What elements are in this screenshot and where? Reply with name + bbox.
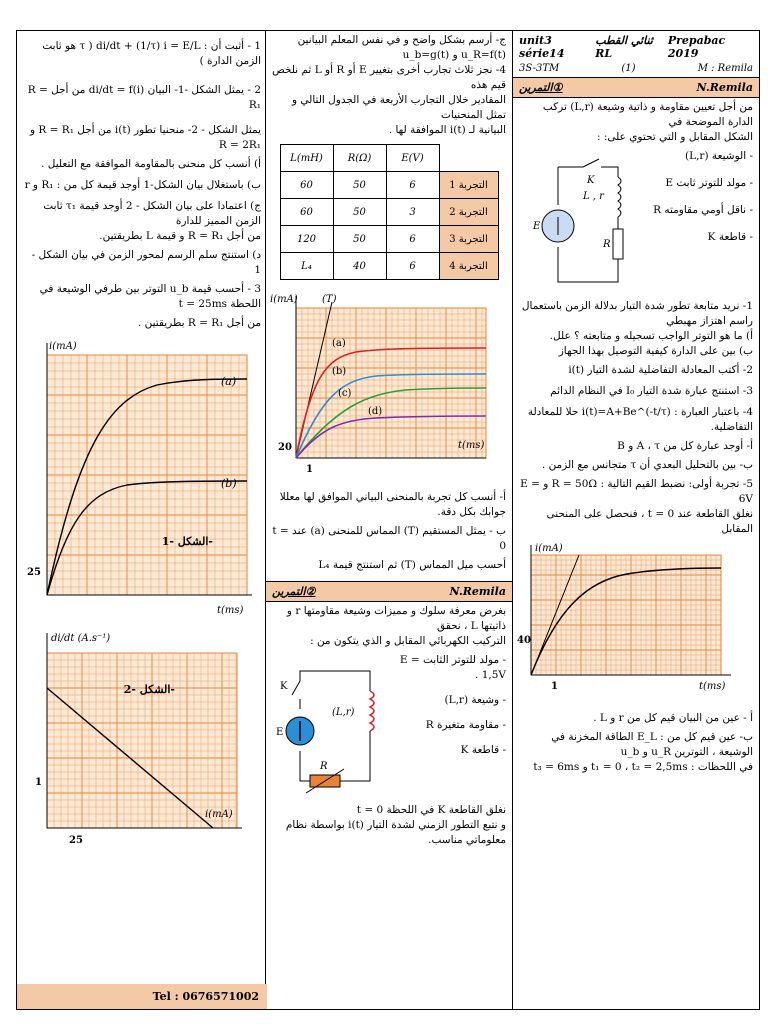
header-r: R(Ω) <box>333 145 386 172</box>
author-label: M : Remila <box>697 63 753 74</box>
figure1-graph <box>17 333 265 623</box>
exercise2-title: التمرين② <box>272 585 316 598</box>
middle-after <box>266 488 512 575</box>
table-header-row <box>280 145 498 172</box>
exercise2-circuit-block <box>266 651 512 801</box>
switch-k <box>292 681 300 695</box>
y-label: i(mA) <box>49 341 77 352</box>
component-item: - مولد للتوتر ثابت E <box>665 177 753 189</box>
component-item: - مولد للتوتر الثابت E = 1,5V . <box>399 654 506 681</box>
label-k: K <box>280 681 288 692</box>
label-lr: L , r <box>583 191 604 202</box>
empty-cell <box>439 145 498 172</box>
question-line: أحسب ميل المماس (T) ثم استنتج قيمة L₄ <box>318 559 506 571</box>
figure1-label: الشكل -1- <box>161 535 213 548</box>
wire <box>558 247 618 282</box>
y-label: i(mA) <box>535 543 563 554</box>
x-tick: 25 <box>69 835 83 846</box>
header-row-2 <box>513 63 759 78</box>
component-list <box>637 147 759 247</box>
text-line: 4- نجز ثلاث تجارب أخرى بتغيير E أو R أو L ثم نلخص قيم هذه <box>272 64 506 91</box>
question-line: في اللحظات : t₁ = 0 ، t₂ = 2,5ms و t₃ = 6ms <box>533 761 753 773</box>
label-k: K <box>587 175 595 186</box>
middle-column <box>265 31 512 1009</box>
question-line: 2- أكتب المعادلة التفاضلية لشدة التيار i(t) <box>568 364 753 376</box>
figure2-label: الشكل -2- <box>123 683 175 696</box>
graph-paper <box>296 308 486 458</box>
exercise1-after <box>513 709 759 777</box>
coil <box>370 691 374 731</box>
coil <box>618 177 621 217</box>
exercise2-title-bar <box>266 581 512 602</box>
y-tick: 40 <box>517 635 531 646</box>
exercise1-intro <box>513 98 759 147</box>
graph-paper <box>47 653 237 828</box>
table-row: 60 50 3 التجربة 2 <box>280 199 498 226</box>
header-e: E(V) <box>386 145 439 172</box>
unit-label: unit3 série14 <box>519 34 565 60</box>
experiments-table <box>280 144 499 280</box>
exercise1-title: التمرين① <box>519 81 563 94</box>
label-lr: (L,r) <box>332 707 355 718</box>
question-line: أ) ما هو التوتر الواجب تسجيله و متابعته ؟ علل. <box>549 330 753 342</box>
question-line: نغلق القاطعة عند t = 0 ، فنحصل على المنحنى المقابل <box>546 508 753 535</box>
component-item: - وشيعة (L,r) <box>444 694 506 706</box>
y-label: di/dt (A.s⁻¹) <box>51 633 111 644</box>
table-row: 60 50 6 التجربة 1 <box>280 172 498 199</box>
question-line: 1- نريد متابعة تطور شدة التيار بدلالة الزمن باستعمال راسم اهتزاز مهبطي <box>521 300 753 327</box>
table-row: 120 50 6 التجربة 3 <box>280 226 498 253</box>
label-e: E <box>276 727 284 738</box>
class-label: 3S-3TM <box>519 63 560 74</box>
right-column <box>512 31 759 1009</box>
question-line: د) استنتج سلم الرسم لمحور الزمن في بيان الشكل - 1 <box>31 249 261 276</box>
question-line: ب - يمثل المستقيم (T) المماس للمنحنى (a) عند t = 0 <box>272 525 506 552</box>
intro-line: التركيب الكهربائي المقابل و الذي يتكون من : <box>310 635 506 647</box>
question-line: 3 - أحسب قيمة u_b التوتر بين طرفي الوشيعة في اللحظة t = 25ms <box>39 283 261 310</box>
question-line: 1 - أثبت أن : di/dt + (1/τ) i = E/L ( τ هو ثابت الزمن الدارة ) <box>42 40 261 67</box>
figure2-graph <box>17 623 265 855</box>
curve-a-label: (a) <box>332 338 346 349</box>
curve-b-label: (b) <box>332 366 347 377</box>
question-line: ب- عين قيم كل من : E_L الطاقة المخزنة في الوشيعة ، التوترين u_R و u_b <box>551 731 753 758</box>
text-line: نغلق القاطعة K في اللحظة t = 0 <box>356 804 506 816</box>
component-item: - قاطعة K <box>460 744 506 756</box>
intro-line: من أجل تعيين مقاومة و ذاتية وشيعة (L,r) تركب الدارة الموضحة في <box>542 101 753 128</box>
left-questions <box>17 31 267 333</box>
y-label: i(mA) <box>270 294 298 305</box>
question-line: 3- استنتج عبارة شدة التيار I₀ في النظام الدائم <box>550 385 753 397</box>
text-line: المقادير خلال التجارب الأربعة في الجدول التالي و تمثل المنحنيات <box>291 94 506 121</box>
question-line: 2 - يمثل الشكل -1- البيان di/dt = f(i) من أجل R = R₁ <box>27 84 261 111</box>
x-label: t(ms) <box>458 440 485 451</box>
exercise2-closing <box>266 801 512 850</box>
question-line: ب- بين بالتحليل البعدي أن τ متجانس مع الزمن . <box>541 459 753 471</box>
question-line: أ- أنسب كل تجربة بالمنحنى البياني الموافق لها معللا جوابك بكل دقة. <box>279 491 506 518</box>
resistor-r <box>613 229 623 259</box>
label-r: R <box>603 239 611 250</box>
phone-banner: Tel : 0676571002 <box>17 984 267 1009</box>
worksheet-title: ثنائي القطب RL <box>595 34 653 60</box>
table-row: L₄ 40 6 التجربة 4 <box>280 253 498 280</box>
exercise1-title-bar <box>513 78 759 98</box>
header-row-1 <box>513 31 759 63</box>
x-tick: 1 <box>306 464 313 475</box>
middle-top-text <box>266 31 512 140</box>
wire <box>300 671 370 691</box>
y-tick: 25 <box>27 567 41 578</box>
circuit-diagram <box>270 651 380 801</box>
curve-d-label: (d) <box>368 406 383 417</box>
page-number: (1) <box>621 63 636 74</box>
intro-line: بغرض معرفة سلوك و مميزات وشيعة مقاومتها r و ذاتيتها L ، نحقق <box>286 605 506 632</box>
exercise2-intro <box>266 602 512 651</box>
text-line: ج- أرسم بشكل واضح و في نفس المعلم البيانين u_R=f(t) و u_b=g(t) <box>297 34 506 61</box>
question-line: ب) بين على الدارة كيفية التوصيل بهذا الجهاز <box>558 345 753 357</box>
question-line: أ- أوجد عبارة كل من A ، τ و B <box>617 440 753 452</box>
question-line: من أجل R = R₁ و قيمة L بطريقتين. <box>99 230 261 242</box>
exercise1-questions <box>513 297 759 539</box>
prepabac-label: Prepabac 2019 <box>667 34 726 60</box>
exercise1-graph <box>517 539 757 709</box>
label-e: E <box>533 221 541 232</box>
left-column <box>17 31 267 1009</box>
wire <box>300 751 310 781</box>
question-line: ب) باستغلال بيان الشكل-1 أوجد قيمة كل من : R₁ و r <box>24 179 261 191</box>
y-tick: 1 <box>35 777 42 788</box>
question-line: من أجل R = R₁ بطريقتين . <box>137 317 261 329</box>
question-line: يمثل الشكل - 2- منحنيا تطور i(t) من أجل R = R₁ و R = 2R₁ <box>29 124 261 151</box>
question-line: ج) اعتمادا على بيان الشكل - 2 أوجد قيمة τ₁ ثابت الزمن المميز للدارة <box>43 200 261 227</box>
exercise1-circuit-block <box>513 147 759 297</box>
y-tick: 20 <box>278 442 292 453</box>
intro-line: الشكل المقابل و التي تحتوي على: : <box>596 131 753 143</box>
text-line: البيانية لـ i(t) الموافقة لها . <box>388 124 506 136</box>
curve-c-label: (c) <box>338 388 352 399</box>
switch-k <box>583 159 599 167</box>
exercise2-author: N.Remila <box>449 585 506 598</box>
circuit-diagram <box>523 147 633 297</box>
component-item: - مقاومة متغيرة R <box>425 719 506 731</box>
x-label: i(mA) <box>205 809 233 820</box>
exercise1-author: N.Remila <box>696 81 753 94</box>
question-line: 4- باعتبار العبارة : i(t)=A+Be^(-t/τ) حلا للمعادلة التفاضلية. <box>527 406 753 433</box>
wire <box>601 167 618 177</box>
component-list <box>375 651 512 760</box>
header-l: L(mH) <box>280 145 333 172</box>
worksheet-page <box>16 30 760 1010</box>
label-r: R <box>320 761 328 772</box>
experiments-graph <box>266 288 510 488</box>
component-item: - قاطعة K <box>707 231 753 243</box>
component-item: - الوشيعة (L,r) <box>685 150 753 162</box>
question-line: 5- تجربة أولى: نضبط القيم التالية : R = 50Ω و E = 6V <box>520 478 753 505</box>
component-item: - ناقل أومي مقاومته R <box>653 204 753 216</box>
question-line: أ) أنسب كل منحنى بالمقاومة الموافقة مع التعليل . <box>41 158 261 170</box>
question-line: أ - عين من البيان قيم كل من r و L . <box>593 712 753 724</box>
curve-b-label: (b) <box>221 477 237 490</box>
text-line: و نتبع التطور الزمني لشدة التيار i(t) بواسطة نظام معلوماتي مناسب. <box>285 819 506 846</box>
x-label: t(ms) <box>217 605 244 616</box>
tangent-label: (T) <box>322 294 337 305</box>
curve-a-label: (a) <box>221 375 237 388</box>
x-tick: 1 <box>551 681 558 692</box>
x-label: t(ms) <box>699 681 726 692</box>
